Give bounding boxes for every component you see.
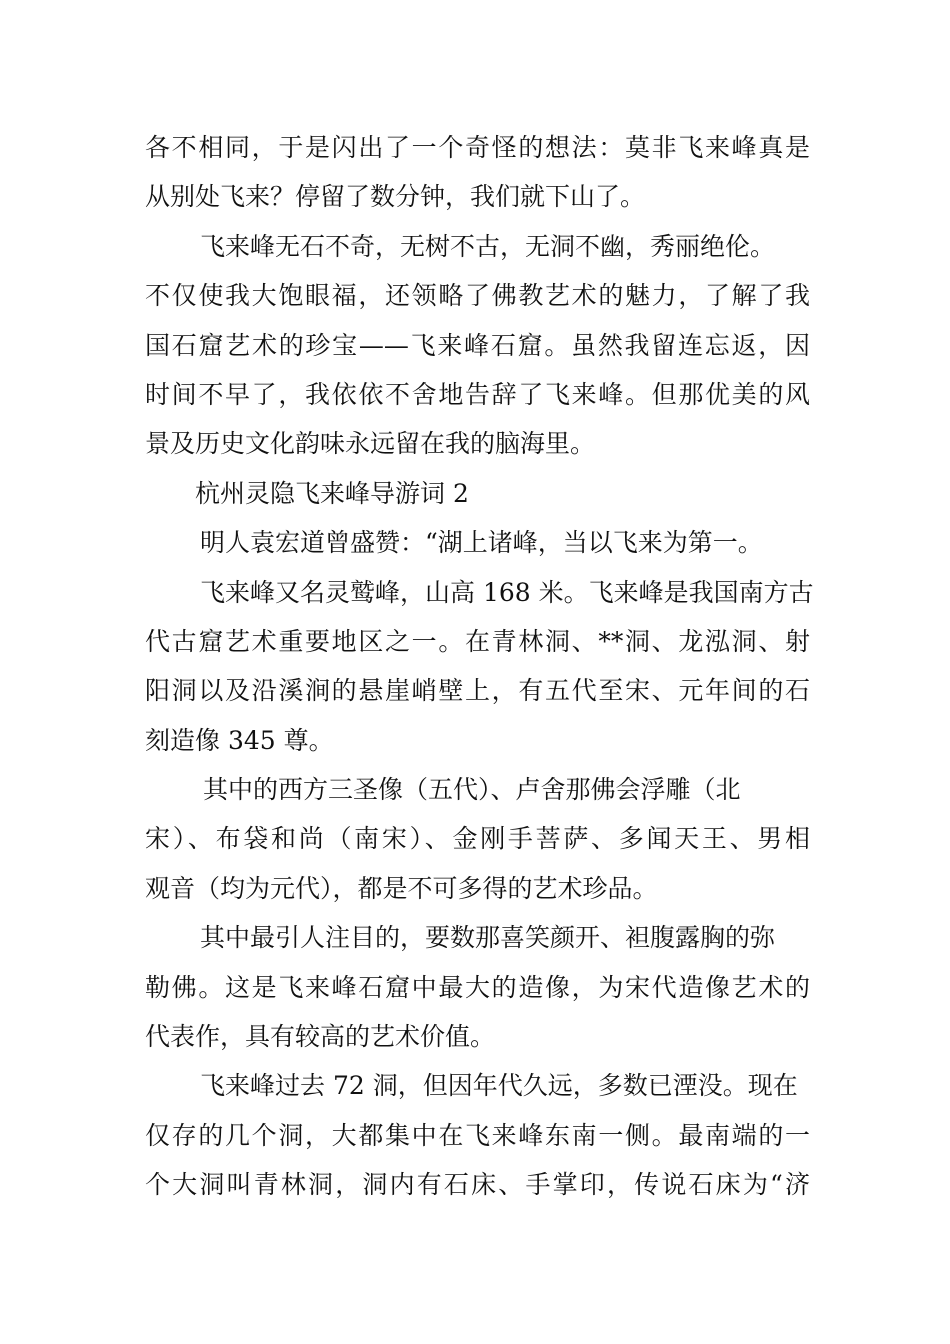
text-line: 刻造像 345 尊。 [145,725,334,755]
text-line: 国石窟艺术的珍宝——飞来峰石窟。虽然我留连忘返，因 [145,330,810,360]
text-line: 阳洞以及沿溪涧的悬崖峭壁上，有五代至宋、元年间的石 [145,676,810,706]
text-line: 勒佛。这是飞来峰石窟中最大的造像，为宋代造像艺术的 [145,972,810,1002]
text-line: 景及历史文化韵味永远留在我的脑海里。 [145,429,596,459]
text-line: 宋）、布袋和尚（南宋）、金刚手菩萨、多闻天王、男相 [145,824,810,854]
paragraph-start-line: 其中的西方三圣像（五代）、卢舍那佛会浮雕（北 [203,775,741,805]
text-line: 代表作，具有较高的艺术价值。 [145,1022,496,1052]
text-line: 个大洞叫青林洞，洞内有石床、手掌印，传说石床为“济 [145,1170,810,1200]
text-line: 各不相同，于是闪出了一个奇怪的想法：莫非飞来峰真是 [145,133,810,162]
text-line: 观音（均为元代），都是不可多得的艺术珍品。 [145,873,658,903]
paragraph-start-line: 明人袁宏道曾盛赞：“湖上诸峰，当以飞来为第一。 [200,528,763,558]
document-body [145,123,814,1210]
text-line: 代古窟艺术重要地区之一。在青林洞、**洞、龙泓洞、射 [145,626,810,656]
paragraph-start-line: 飞来峰无石不奇，无树不古，无洞不幽，秀丽绝伦。 [200,231,776,261]
text-line: 不仅使我大饱眼福，还领略了佛教艺术的魅力，了解了我 [145,281,810,311]
text-line: 时间不早了，我依依不舍地告辞了飞来峰。但那优美的风 [145,379,810,409]
paragraph-start-line: 飞来峰又名灵鹫峰，山高 168 米。飞来峰是我国南方古 [200,577,814,607]
section-heading: 杭州灵隐飞来峰导游词 2 [195,478,469,508]
paragraph-start-line: 飞来峰过去 72 洞，但因年代久远，多数已湮没。现在 [200,1071,798,1101]
paragraph-start-line: 其中最引人注目的，要数那喜笑颜开、袒腹露胸的弥 [200,923,776,953]
text-line: 从别处飞来？停留了数分钟，我们就下山了。 [145,182,646,212]
text-line: 仅存的几个洞，大都集中在飞来峰东南一侧。最南端的一 [145,1120,810,1150]
